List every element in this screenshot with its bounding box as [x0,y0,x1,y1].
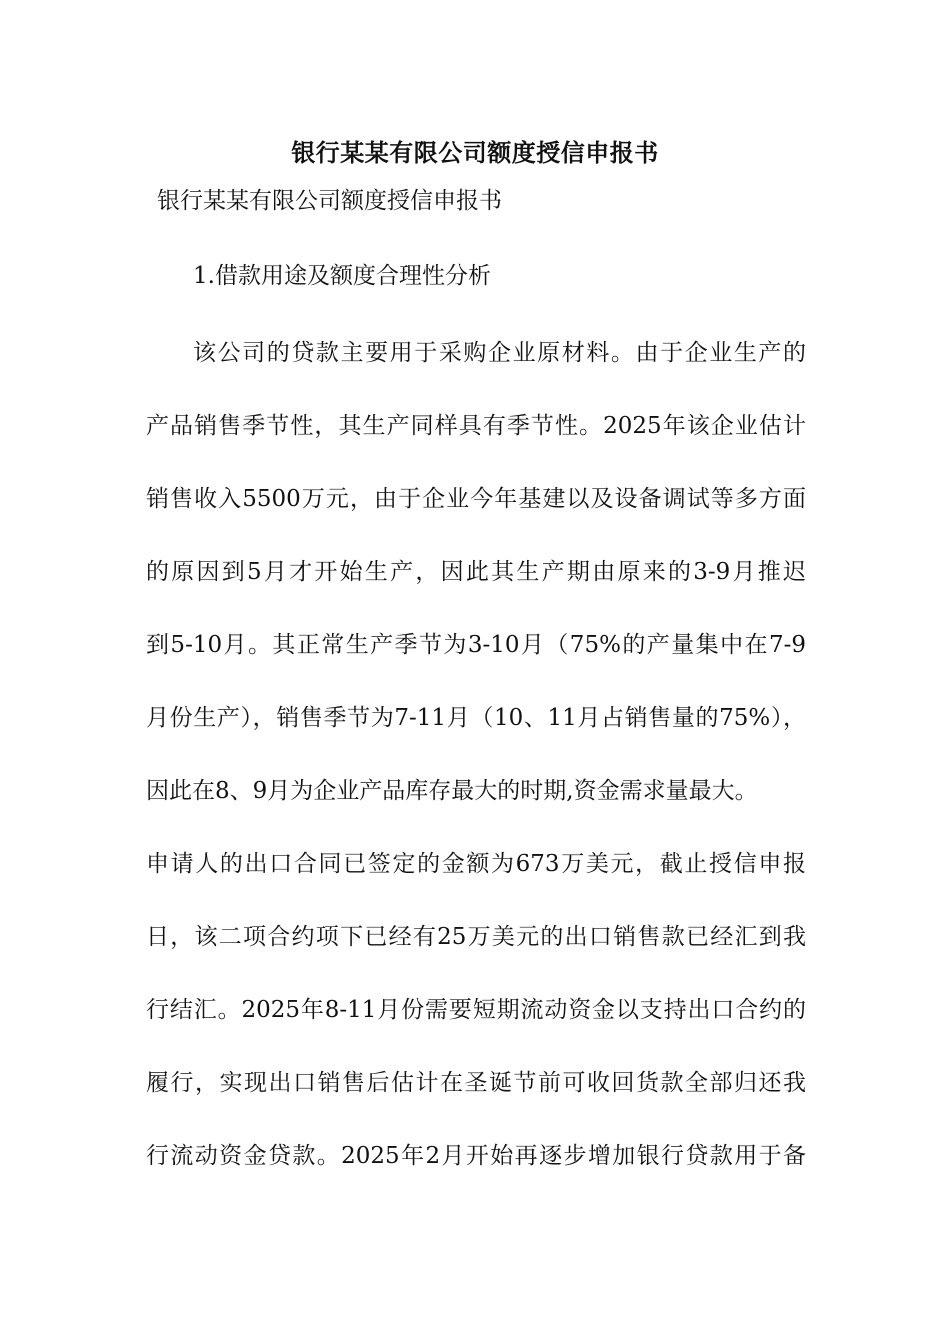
section-heading: 1.借款用途及额度合理性分析 [193,263,491,289]
body-line: 申请人的出口合同已签定的金额为673万美元，截止授信申报 [146,851,806,877]
body-line: 的原因到5月才开始生产，因此其生产期由原来的3-9月推迟 [146,559,806,585]
body-line: 因此在8、9月为企业产品库存最大的时期,资金需求量最大。 [146,778,758,804]
body-line: 销售收入5500万元，由于企业今年基建以及设备调试等多方面 [146,486,806,512]
body-line: 该公司的贷款主要用于采购企业原材料。由于企业生产的 [193,340,806,366]
body-line: 月份生产），销售季节为7-11月（10、11月占销售量的75%）， [146,705,806,731]
body-line: 产品销售季节性，其生产同样具有季节性。2025年该企业估计 [146,413,806,439]
body-line: 行流动资金贷款。2025年2月开始再逐步增加银行贷款用于备 [146,1143,806,1169]
document-title: 银行某某有限公司额度授信申报书 [291,138,659,167]
body-line: 履行，实现出口销售后估计在圣诞节前可收回货款全部归还我 [146,1070,806,1096]
body-line: 行结汇。2025年8-11月份需要短期流动资金以支持出口合约的 [146,997,806,1023]
body-line: 到5-10月。其正常生产季节为3-10月（75%的产量集中在7-9 [146,632,806,658]
document-subtitle: 银行某某有限公司额度授信申报书 [157,188,502,214]
body-line: 日，该二项合约项下已经有25万美元的出口销售款已经汇到我 [146,924,806,950]
